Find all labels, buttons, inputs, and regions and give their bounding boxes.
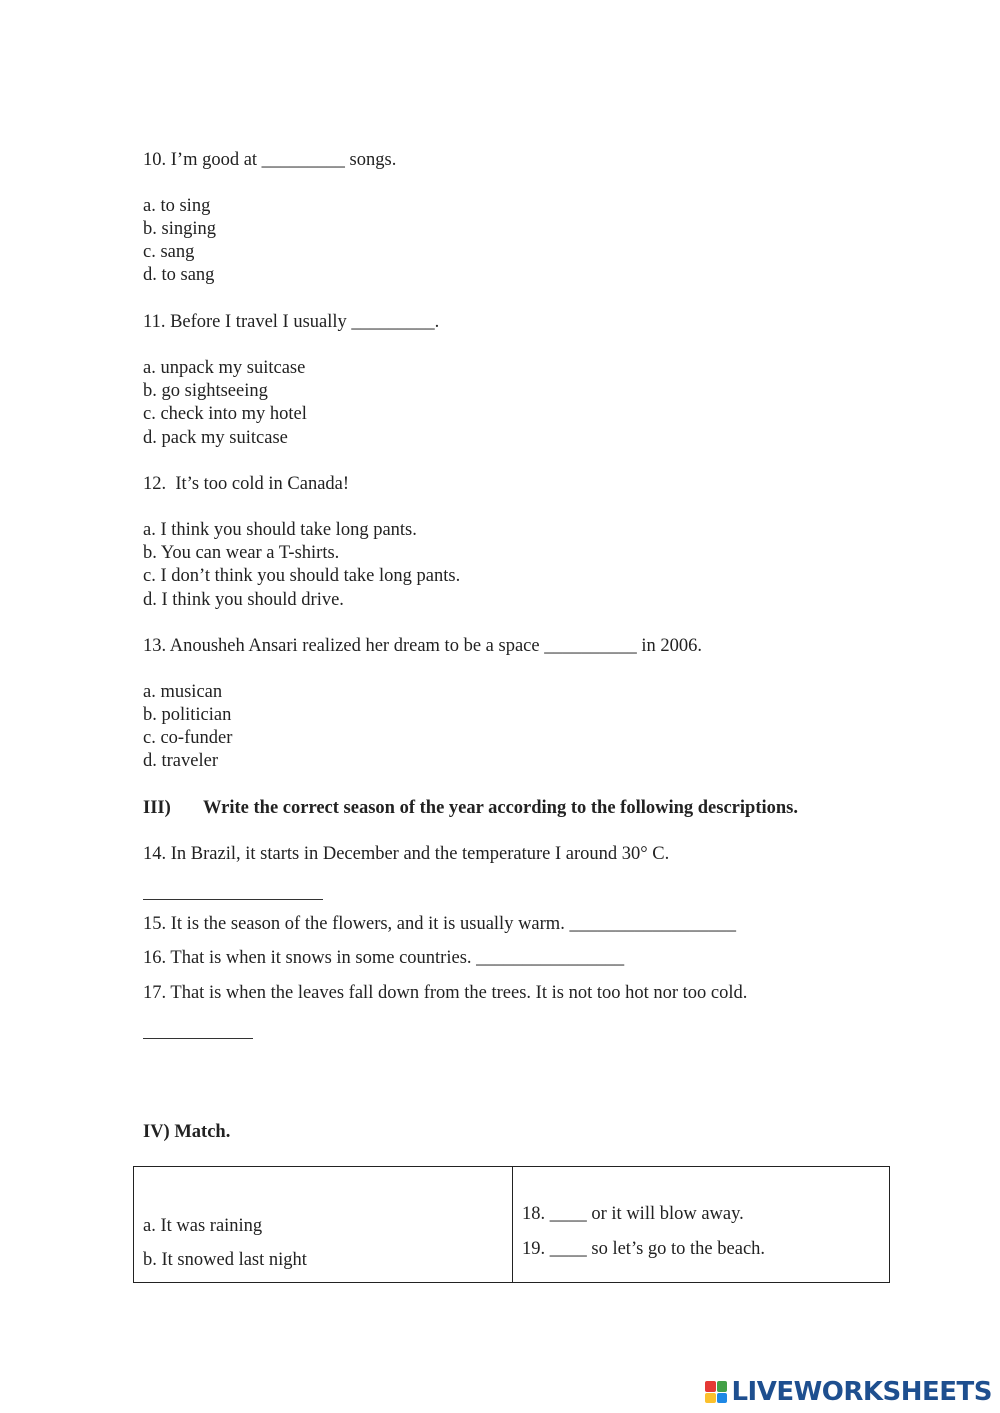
answer-17-blank[interactable] [143, 1038, 253, 1039]
q10-option-d: d. to sang [143, 265, 215, 285]
q12-option-b: b. You can wear a T-shirts. [143, 543, 340, 563]
answer-14-blank[interactable] [143, 899, 323, 900]
section-4-title: IV) Match. [143, 1122, 231, 1142]
match-table [133, 1166, 890, 1283]
q13-option-b: b. politician [143, 705, 232, 725]
liveworksheets-logo [705, 1377, 992, 1407]
question-15: 15. It is the season of the flowers, and it is usually warm. __________________ [143, 914, 736, 934]
q12-option-a: a. I think you should take long pants. [143, 520, 417, 540]
liveworksheets-logo-icon [705, 1381, 727, 1403]
match-item-19: 19. ____ so let’s go to the beach. [522, 1239, 766, 1259]
match-left-column [134, 1167, 513, 1282]
q11-option-d: d. pack my suitcase [143, 428, 288, 448]
question-14: 14. In Brazil, it starts in December and the temperature I around 30° C. [143, 844, 670, 864]
q11-option-b: b. go sightseeing [143, 381, 268, 401]
q10-option-c: c. sang [143, 242, 195, 262]
question-10-stem: 10. I’m good at _________ songs. [143, 150, 397, 170]
question-11-stem: 11. Before I travel I usually _________. [143, 312, 440, 332]
question-12-stem: 12. It’s too cold in Canada! [143, 474, 350, 494]
question-13-stem: 13. Anousheh Ansari realized her dream to be a space __________ in 2006. [143, 636, 702, 656]
q13-option-d: d. traveler [143, 751, 218, 771]
q13-option-c: c. co-funder [143, 728, 233, 748]
q12-option-d: d. I think you should drive. [143, 590, 344, 610]
q13-option-a: a. musican [143, 682, 223, 702]
match-left-a: a. It was raining [143, 1216, 263, 1236]
question-17: 17. That is when the leaves fall down from the trees. It is not too hot nor too cold. [143, 983, 748, 1003]
brand-name: LIVEWORKSHEETS [731, 1377, 992, 1407]
q10-option-a: a. to sing [143, 196, 211, 216]
q12-option-c: c. I don’t think you should take long pants. [143, 566, 461, 586]
section-3-number: III) [143, 798, 171, 818]
q11-option-a: a. unpack my suitcase [143, 358, 306, 378]
match-left-b: b. It snowed last night [143, 1250, 307, 1270]
question-16: 16. That is when it snows in some countries. ________________ [143, 948, 625, 968]
q10-option-b: b. singing [143, 219, 216, 239]
q11-option-c: c. check into my hotel [143, 404, 307, 424]
match-right-column [513, 1167, 889, 1282]
match-item-18: 18. ____ or it will blow away. [522, 1204, 744, 1224]
section-3-title: Write the correct season of the year according to the following descriptions. [203, 798, 798, 818]
